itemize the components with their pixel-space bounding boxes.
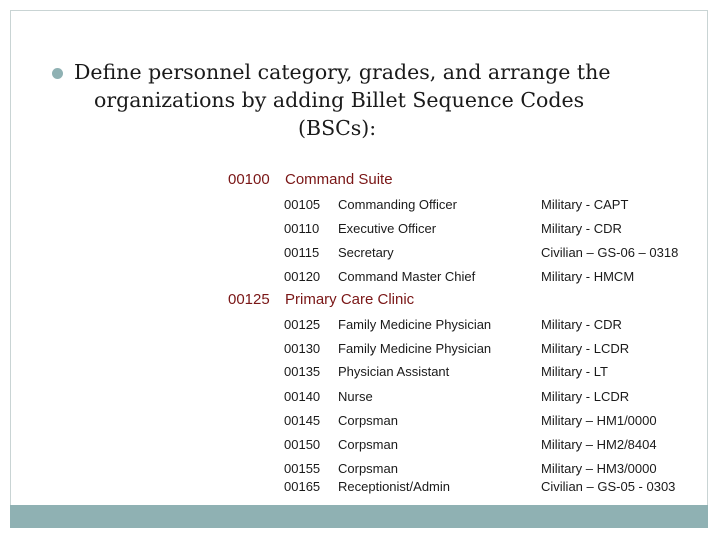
row-code: 00135: [284, 364, 321, 379]
row-title: Family Medicine Physician: [338, 317, 492, 332]
row-title: Receptionist/Admin: [338, 479, 450, 494]
row-category: Civilian – GS-06 – 0318: [541, 245, 679, 260]
slide-heading: [74, 58, 674, 142]
row-title: Command Master Chief: [338, 269, 476, 284]
row-title: Family Medicine Physician: [338, 341, 492, 356]
heading-line-3: (BSCs):: [298, 116, 377, 140]
row-code: 00115: [284, 245, 320, 260]
heading-line-2: organizations by adding Billet Sequence Codes: [94, 88, 585, 112]
row-category: Military - CDR: [541, 317, 622, 332]
row-code: 00110: [284, 221, 320, 236]
row-code: 00140: [284, 389, 321, 404]
row-category: Military – HM3/0000: [541, 461, 657, 476]
row-category: Military – HM1/0000: [541, 413, 657, 428]
row-code: 00155: [284, 461, 321, 476]
row-code: 00125: [284, 317, 321, 332]
row-code: 00105: [284, 197, 321, 212]
row-code: 00145: [284, 413, 321, 428]
footer-bar: [10, 505, 708, 528]
row-title: Corpsman: [338, 413, 398, 428]
row-title: Corpsman: [338, 461, 398, 476]
row-title: Physician Assistant: [338, 364, 450, 379]
row-title: Commanding Officer: [338, 197, 457, 212]
bullet-icon: [52, 68, 63, 79]
heading-line-1: Define personnel category, grades, and arrange the: [74, 60, 611, 84]
row-code: 00130: [284, 341, 321, 356]
row-category: Military - HMCM: [541, 269, 635, 284]
section-code: 00125: [228, 291, 270, 308]
row-category: Civilian – GS-05 - 0303: [541, 479, 676, 494]
row-category: Military - LT: [541, 364, 608, 379]
row-code: 00120: [284, 269, 321, 284]
row-category: Military - CDR: [541, 221, 622, 236]
section-code: 00100: [228, 171, 270, 188]
row-title: Corpsman: [338, 437, 398, 452]
row-category: Military - LCDR: [541, 341, 630, 356]
row-category: Military - CAPT: [541, 197, 629, 212]
row-category: Military – HM2/8404: [541, 437, 657, 452]
row-title: Secretary: [338, 245, 394, 260]
row-title: Nurse: [338, 389, 373, 404]
section-name: Command Suite: [285, 171, 393, 188]
row-code: 00150: [284, 437, 321, 452]
row-code: 00165: [284, 479, 321, 494]
section-name: Primary Care Clinic: [285, 291, 415, 308]
row-category: Military - LCDR: [541, 389, 630, 404]
row-title: Executive Officer: [338, 221, 437, 236]
